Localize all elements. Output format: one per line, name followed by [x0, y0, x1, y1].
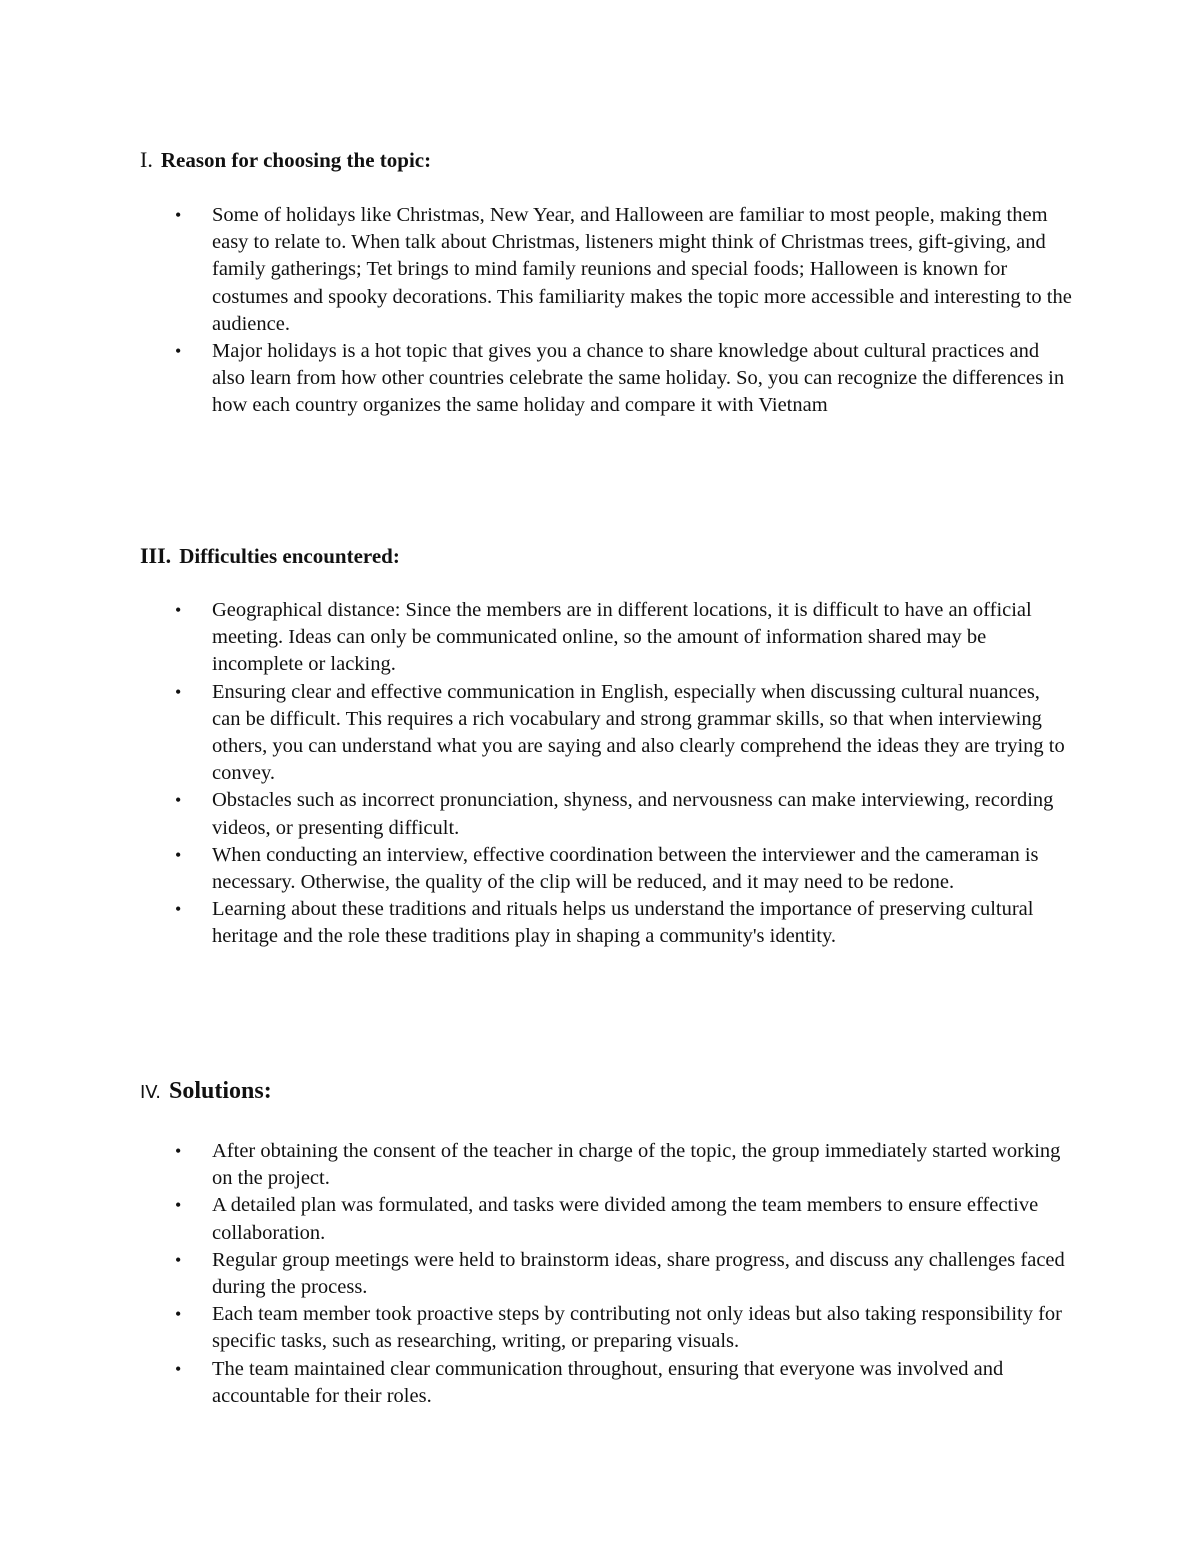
list-item: • When conducting an interview, effective coordination between the interviewer and the cameraman is necessary. Otherwise, the quality of the clip will be reduced, and it may need to be redone.	[175, 843, 1039, 894]
bullet-icon: •	[175, 1358, 182, 1379]
bullet-list-difficulties	[175, 597, 1072, 951]
bullet-icon: •	[175, 341, 182, 362]
bullet-list-reason	[175, 202, 1072, 420]
bullet-icon: •	[175, 1195, 182, 1216]
bullet-icon: •	[175, 681, 182, 702]
bullet-icon: •	[175, 1249, 182, 1270]
list-item: • Ensuring clear and effective communication in English, especially when discussing cultural nuances, can be difficult. This requires a rich vocabulary and strong grammar skills, so that when interviewing others, you can understand what you are saying and also clearly comprehend the ideas they are trying to convey.	[175, 680, 1065, 785]
bullet-icon: •	[175, 844, 182, 865]
section-title: Reason for choosing the topic:	[160, 148, 432, 172]
bullet-icon: •	[175, 1141, 182, 1161]
section-title: Solutions:	[169, 1078, 272, 1104]
section-reason	[140, 146, 1070, 174]
bullet-list-solutions	[175, 1138, 1072, 1410]
list-item: • Regular group meetings were held to brainstorm ideas, share progress, and discuss any challenges faced during the process.	[175, 1248, 1065, 1299]
bullet-icon: •	[175, 1304, 182, 1325]
list-item: • The team maintained clear communication throughout, ensuring that everyone was involved and accountable for their roles.	[175, 1357, 1004, 1407]
list-item: • Each team member took proactive steps by contributing not only ideas but also taking responsibility for specific tasks, such as researching, writing, or preparing visuals.	[175, 1303, 1062, 1353]
list-item: • Geographical distance: Since the members are in different locations, it is difficult to have an official meeting. Ideas can only be communicated online, so the amount of information shared may be incomplete or lacking.	[175, 599, 1032, 676]
section-heading	[140, 1077, 1070, 1107]
section-title: Difficulties encountered:	[179, 544, 400, 568]
list-item: • Major holidays is a hot topic that gives you a chance to share knowledge about cultural practices and also learn from how other countries celebrate the same holiday. So, you can recognize the differences in how each country organizes the same holiday and compare it with Vietnam	[175, 340, 1065, 417]
section-difficulties	[140, 542, 1070, 570]
section-numeral: IV.	[140, 1082, 162, 1103]
bullet-icon: •	[175, 205, 182, 225]
list-item: • Obstacles such as incorrect pronunciation, shyness, and nervousness can make interviewing, recording videos, or presenting difficult.	[175, 789, 1054, 839]
bullet-icon: •	[175, 790, 182, 811]
section-numeral: I.	[140, 147, 153, 172]
list-item: • Some of holidays like Christmas, New Year, and Halloween are familiar to most people, making them easy to relate to. When talk about Christmas, listeners might think of Christmas trees, gift-giving, and family gatherings; Tet brings to mind family reunions and special foods; Halloween is known for costumes and spooky decorations. This familiarity makes the topic more accessible and interesting to the audience.	[175, 204, 1072, 335]
list-item: • Learning about these traditions and rituals helps us understand the importance of preserving cultural heritage and the role these traditions play in shaping a community's identity.	[175, 898, 1034, 948]
list-item: • A detailed plan was formulated, and tasks were divided among the team members to ensure effective collaboration.	[175, 1194, 1039, 1244]
bullet-icon: •	[175, 899, 182, 920]
bullet-icon: •	[175, 600, 182, 620]
section-heading	[140, 146, 1070, 174]
list-item: • After obtaining the consent of the teacher in charge of the topic, the group immediately started working on the project.	[175, 1140, 1061, 1190]
section-numeral: III.	[140, 543, 172, 568]
section-solutions	[140, 1077, 1070, 1107]
section-heading	[140, 542, 1070, 570]
